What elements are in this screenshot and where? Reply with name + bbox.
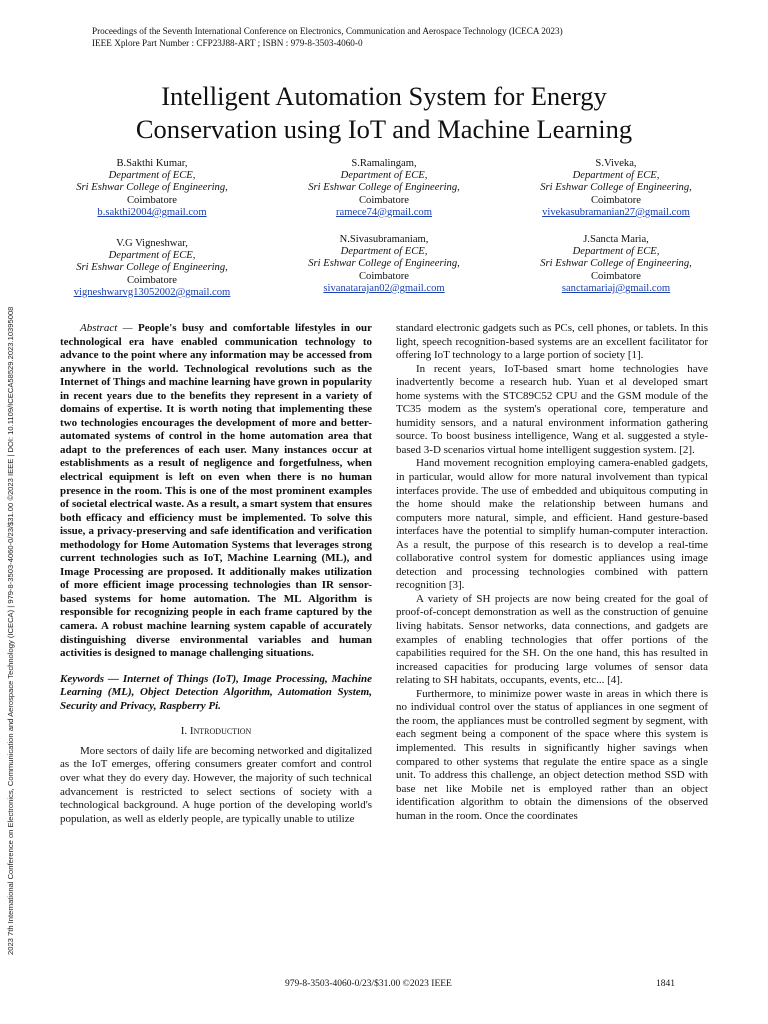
author-college: Sri Eshwar College of Engineering,	[540, 258, 692, 270]
proceedings-header	[92, 25, 563, 49]
author-college: Sri Eshwar College of Engineering,	[308, 258, 460, 270]
paper-title	[0, 80, 768, 146]
title-line-2: Conservation using IoT and Machine Learning	[135, 114, 633, 144]
abstract-label: Abstract —	[80, 322, 139, 334]
author-dept: Department of ECE,	[108, 250, 196, 262]
author-email-link[interactable]: sanctamariaj@gmail.com	[561, 282, 671, 294]
body-paragraph: Hand movement recognition employing camera-enabled gadgets, in particular, would allow for more natural involvement than typical interfaces provide. The use of embedded and ubiquitous computing in the home should make the relationship between humans and computers more natural, simple, and efficient. Hand gesture-based interfaces have the potential to simplify human-computer interaction. As a result, the purpose of this research is to develop a real-time collaborative control system for domestic appliances using image detection and processing technologies combined with pattern recognition [3].	[396, 457, 708, 592]
abstract	[60, 322, 372, 661]
section-heading-introduction: I. Introduction	[180, 725, 252, 738]
body-paragraph: In recent years, IoT-based smart home technologies have inadvertently become a research hub. Yuan et al developed smart home systems with the STC89C52 CPU and the GSM module of the TC35 modem as the system's operational core, temperature and humidity sensors, and a natural environment information gathering source. To boost business intelligence, Wang et al. suggested a style-based 3-D scenarios virtual home intelligent suggestion system. [2].	[396, 362, 708, 456]
author-dept: Department of ECE,	[340, 170, 428, 182]
author-college: Sri Eshwar College of Engineering,	[76, 262, 228, 274]
author-name: N.Sivasubramaniam,	[339, 234, 429, 245]
author-name: S.Viveka,	[595, 158, 637, 169]
author-block	[42, 238, 262, 299]
left-column	[60, 322, 372, 826]
author-block	[506, 158, 726, 219]
author-email-link[interactable]: vivekasubramanian27@gmail.com	[542, 206, 690, 218]
body-paragraph: A variety of SH projects are now being created for the goal of proof-of-concept demonstration as well as the construction of genuine living habitats. Sensor networks, data connections, and gadgets are examples of enabling technologies that offer portions of the capabilities required for the SH. On the one hand, this has resulted in increased capacities for producing large volumes of sensor data relating to SH habitats, occupants, events, etc... [4].	[396, 592, 708, 687]
author-college: Sri Eshwar College of Engineering,	[76, 182, 228, 194]
title-line-1: Intelligent Automation System for Energy	[161, 81, 607, 111]
author-college: Sri Eshwar College of Engineering,	[308, 182, 460, 194]
author-email-link[interactable]: vigneshwarvg13052002@gmail.com	[73, 286, 231, 298]
keywords: Keywords — Internet of Things (IoT), Image Processing, Machine Learning (ML), Object Detection Algorithm, Automation System, Security and Privacy, Raspberry Pi.	[60, 672, 372, 712]
author-block	[274, 234, 494, 295]
author-city: Coimbatore	[358, 270, 409, 282]
body-paragraph: standard electronic gadgets such as PCs, cell phones, or tablets. In this light, speech recognition-based systems are an excellent facilitator for offering IoT technology to a large portion of society [1].	[396, 322, 708, 362]
author-city: Coimbatore	[126, 274, 177, 286]
author-city: Coimbatore	[590, 194, 641, 206]
author-name: S.Ramalingam,	[351, 158, 417, 169]
author-college: Sri Eshwar College of Engineering,	[540, 182, 692, 194]
author-block	[274, 158, 494, 219]
author-block	[42, 158, 262, 219]
author-dept: Department of ECE,	[340, 246, 428, 258]
author-name: B.Sakthi Kumar,	[116, 158, 188, 169]
right-column	[396, 322, 708, 823]
author-city: Coimbatore	[126, 194, 177, 206]
author-block	[506, 234, 726, 295]
author-city: Coimbatore	[590, 270, 641, 282]
footer-copyright: 979-8-3503-4060-0/23/$31.00 ©2023 IEEE	[285, 979, 452, 989]
author-email-link[interactable]: sivanatarajan02@gmail.com	[323, 282, 445, 294]
abstract-text: People's busy and comfortable lifestyles in our technological era have enabled communication technology to advance to the point where any information may be accessed from anywhere in the world. Technological revolutions such as the Internet of Things and machine learning have grown in popularity in recent years due to the benefits they represent in a variety of domains of expertise. It is worth noting that implementing these two technologies encourages the development of more and better-automated systems of control in the home automation area that adapt to the preferences of each user. Many instances occur at establishments as a result of negligence and forgetfulness, when electrical equipment is left on even when there is no human presence in the room. This is one of the most prominent examples of societal electrical waste. As a result, a smart system that ensures both efficacy and efficiency must be implemented. To solve this issue, a privacy-preserving and safe identification and verification methodology for Home Automation Systems that leverages strong current technologies such as IoT, Machine Learning (ML), and Image Processing are proposed. It additionally makes utilization of more efficient image processing technologies than IR sensor-based systems for home automation. The ML Algorithm is responsible for recognizing people in each frame captured by the camera. A robust machine learning system capable of accurately distinguishing diverse environmental variables and human activities is designed to manage challenging situations.	[60, 322, 372, 660]
author-email-link[interactable]: b.sakthi2004@gmail.com	[97, 206, 207, 218]
page-number: 1841	[656, 979, 675, 989]
author-dept: Department of ECE,	[108, 170, 196, 182]
header-line-1: Proceedings of the Seventh International Conference on Electronics, Communication and Aerospace Technology (ICECA 2023)	[92, 26, 563, 36]
author-dept: Department of ECE,	[572, 170, 660, 182]
body-paragraph: Furthermore, to minimize power waste in areas in which there is no individual control over the status of appliances in one segment of the room, the appliances must be controlled segment by segment, with each segment being a component of the space where this system is implemented. This results in significantly higher savings when compared to other systems that regulate the entire space as a single unit. To address this challenge, an object detection method SSD with base net like Mobile net is employed rather than an object identification algorithm to obtain the dimensions of the observed human in the room. Once the coordinates	[396, 687, 708, 822]
author-name: V.G Vigneshwar,	[116, 238, 188, 249]
intro-paragraph: More sectors of daily life are becoming networked and digitalized as the IoT emerges, offering consumers greater comfort and control over what they do every day. However, the majority of such technical advancement is restricted to select sections of society with a technological background. A huge portion of the developing world's population, as well as elderly people, are typically unable to utilize	[60, 744, 372, 825]
side-doi-strip: 2023 7th International Conference on Electronics, Communication and Aerospace Technology (ICECA) | 979-8-3503-4060-0/23/$31.00 ©2023 IEEE | DOI: 10.1109/ICECA58529.2023.10395008	[6, 306, 15, 955]
author-city: Coimbatore	[358, 194, 409, 206]
header-line-2: IEEE Xplore Part Number : CFP23J88-ART ; ISBN : 979-8-3503-4060-0	[92, 38, 363, 48]
author-email-link[interactable]: ramece74@gmail.com	[336, 206, 432, 218]
author-dept: Department of ECE,	[572, 246, 660, 258]
author-name: J.Sancta Maria,	[583, 234, 649, 245]
